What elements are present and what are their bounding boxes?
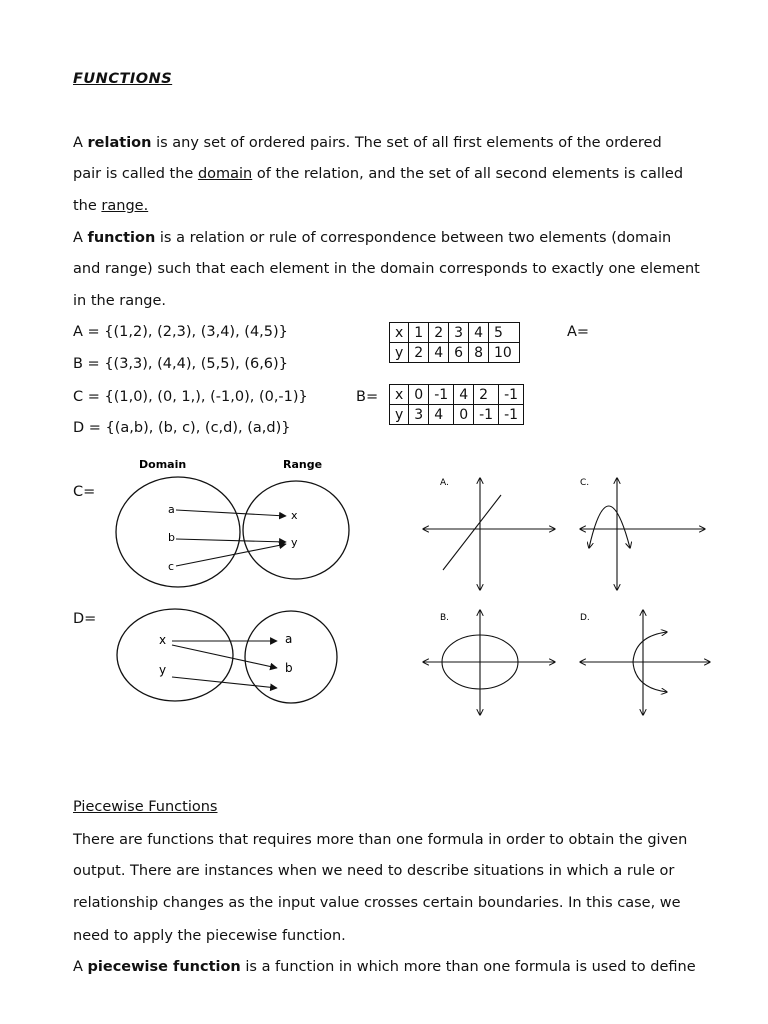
function-term: function (87, 230, 156, 246)
table-cell: y (390, 343, 409, 363)
table-cell: 0 (454, 405, 474, 425)
table-cell: 4 (429, 343, 449, 363)
table-row (390, 385, 524, 405)
table-cell: -1 (429, 385, 454, 405)
domain-element-b: b (168, 531, 175, 544)
graph-c-label: C. (580, 478, 590, 488)
text: of the relation, and the set of all second elements is called (252, 166, 684, 182)
piecewise-line-2: output. There are instances when we need to describe situations in which a rule or (73, 863, 675, 879)
table-cell: y (390, 405, 409, 425)
mapping-c-diagram (100, 450, 360, 590)
linear-curve (443, 495, 501, 570)
domain-element-y: y (159, 663, 167, 677)
text: the (73, 198, 102, 214)
set-b: B = {(3,3), (4,4), (5,5), (6,6)} (73, 356, 288, 372)
domain-element-a: a (168, 503, 175, 516)
table-b (389, 384, 524, 425)
mapping-c-label: C= (73, 484, 96, 500)
set-c: C = {(1,0), (0, 1,), (-1,0), (0,-1)} (73, 389, 308, 405)
graph-c (580, 478, 705, 590)
relation-line-2 (73, 166, 683, 182)
text: is a function in which more than one formula is used to define (240, 959, 696, 975)
arrow-x-b (172, 645, 277, 668)
table-cell: 2 (429, 323, 449, 343)
table-cell: 2 (409, 343, 429, 363)
table-cell: 0 (409, 385, 429, 405)
graph-b-label: B. (440, 613, 450, 623)
relation-term: relation (87, 135, 152, 151)
range-element-x: x (291, 509, 298, 522)
table-cell: -1 (499, 385, 524, 405)
table-cell: 3 (449, 323, 469, 343)
table-row (390, 323, 520, 343)
table-cell: 2 (474, 385, 499, 405)
range-circle (243, 481, 349, 579)
function-line-1 (73, 230, 671, 246)
relation-line-3 (73, 198, 148, 214)
graph-d-label: D. (580, 613, 590, 623)
table-cell: 4 (469, 323, 489, 343)
table-cell: -1 (474, 405, 499, 425)
domain-element-x: x (159, 633, 167, 647)
page-title: FUNCTIONS (73, 71, 173, 87)
table-cell: x (390, 323, 409, 343)
graph-d (580, 610, 710, 715)
table-cell: 4 (454, 385, 474, 405)
table-cell: 1 (409, 323, 429, 343)
arrow-a-x (176, 510, 286, 516)
table-cell: 3 (409, 405, 429, 425)
table-row (390, 405, 524, 425)
domain-header: Domain (139, 458, 187, 471)
mapping-d-label: D= (73, 611, 97, 627)
graph-a-label: A. (440, 478, 449, 488)
function-paragraph (73, 230, 713, 320)
text: A (73, 230, 88, 246)
table-b-label: B= (356, 389, 379, 405)
table-cell: -1 (499, 405, 524, 425)
vertical-line-test-graphs (405, 470, 725, 725)
function-line-3: in the range. (73, 293, 167, 309)
parabola-curve (589, 506, 630, 548)
mapping-d-diagram (100, 605, 360, 715)
arrow-c-y (176, 544, 286, 566)
table-cell: 8 (469, 343, 489, 363)
piecewise-heading: Piecewise Functions (73, 799, 218, 815)
range-header: Range (283, 458, 323, 471)
table-cell: 10 (488, 343, 519, 363)
domain-term: domain (197, 166, 253, 182)
piecewise-line-1: There are functions that requires more than one formula in order to obtain the given (73, 832, 688, 848)
piecewise-term: piecewise function (87, 959, 241, 975)
text: pair is called the (73, 166, 198, 182)
relation-paragraph (73, 135, 713, 225)
table-cell: 6 (449, 343, 469, 363)
graph-b (423, 610, 555, 715)
table-cell: 4 (429, 405, 454, 425)
table-a (389, 322, 520, 363)
relation-line-1 (73, 135, 662, 151)
text: is any set of ordered pairs. The set of all first elements of the ordered (151, 135, 662, 151)
domain-element-c: c (168, 560, 175, 573)
range-element-b: b (285, 661, 293, 675)
piecewise-line-3: relationship changes as the input value crosses certain boundaries. In this case, we (73, 895, 681, 911)
set-a: A = {(1,2), (2,3), (3,4), (4,5)} (73, 324, 288, 340)
piecewise-line-4: need to apply the piecewise function. (73, 928, 346, 944)
table-a-label: A= (567, 324, 590, 340)
text: is a relation or rule of correspondence between two elements (domain (155, 230, 672, 246)
range-element-a: a (285, 632, 293, 646)
graph-a (423, 478, 555, 590)
range-circle (245, 611, 337, 703)
range-element-y: y (291, 536, 298, 549)
table-row (390, 343, 520, 363)
arrow-b-y (176, 539, 286, 542)
range-term: range. (101, 198, 149, 214)
piecewise-line-5 (73, 959, 696, 975)
table-cell: 5 (488, 323, 519, 343)
set-d: D = {(a,b), (b, c), (c,d), (a,d)} (73, 420, 291, 436)
text: A (73, 135, 88, 151)
function-line-2: and range) such that each element in the domain corresponds to exactly one element (73, 261, 700, 277)
text: A (73, 959, 88, 975)
table-cell: x (390, 385, 409, 405)
domain-circle (116, 477, 240, 587)
